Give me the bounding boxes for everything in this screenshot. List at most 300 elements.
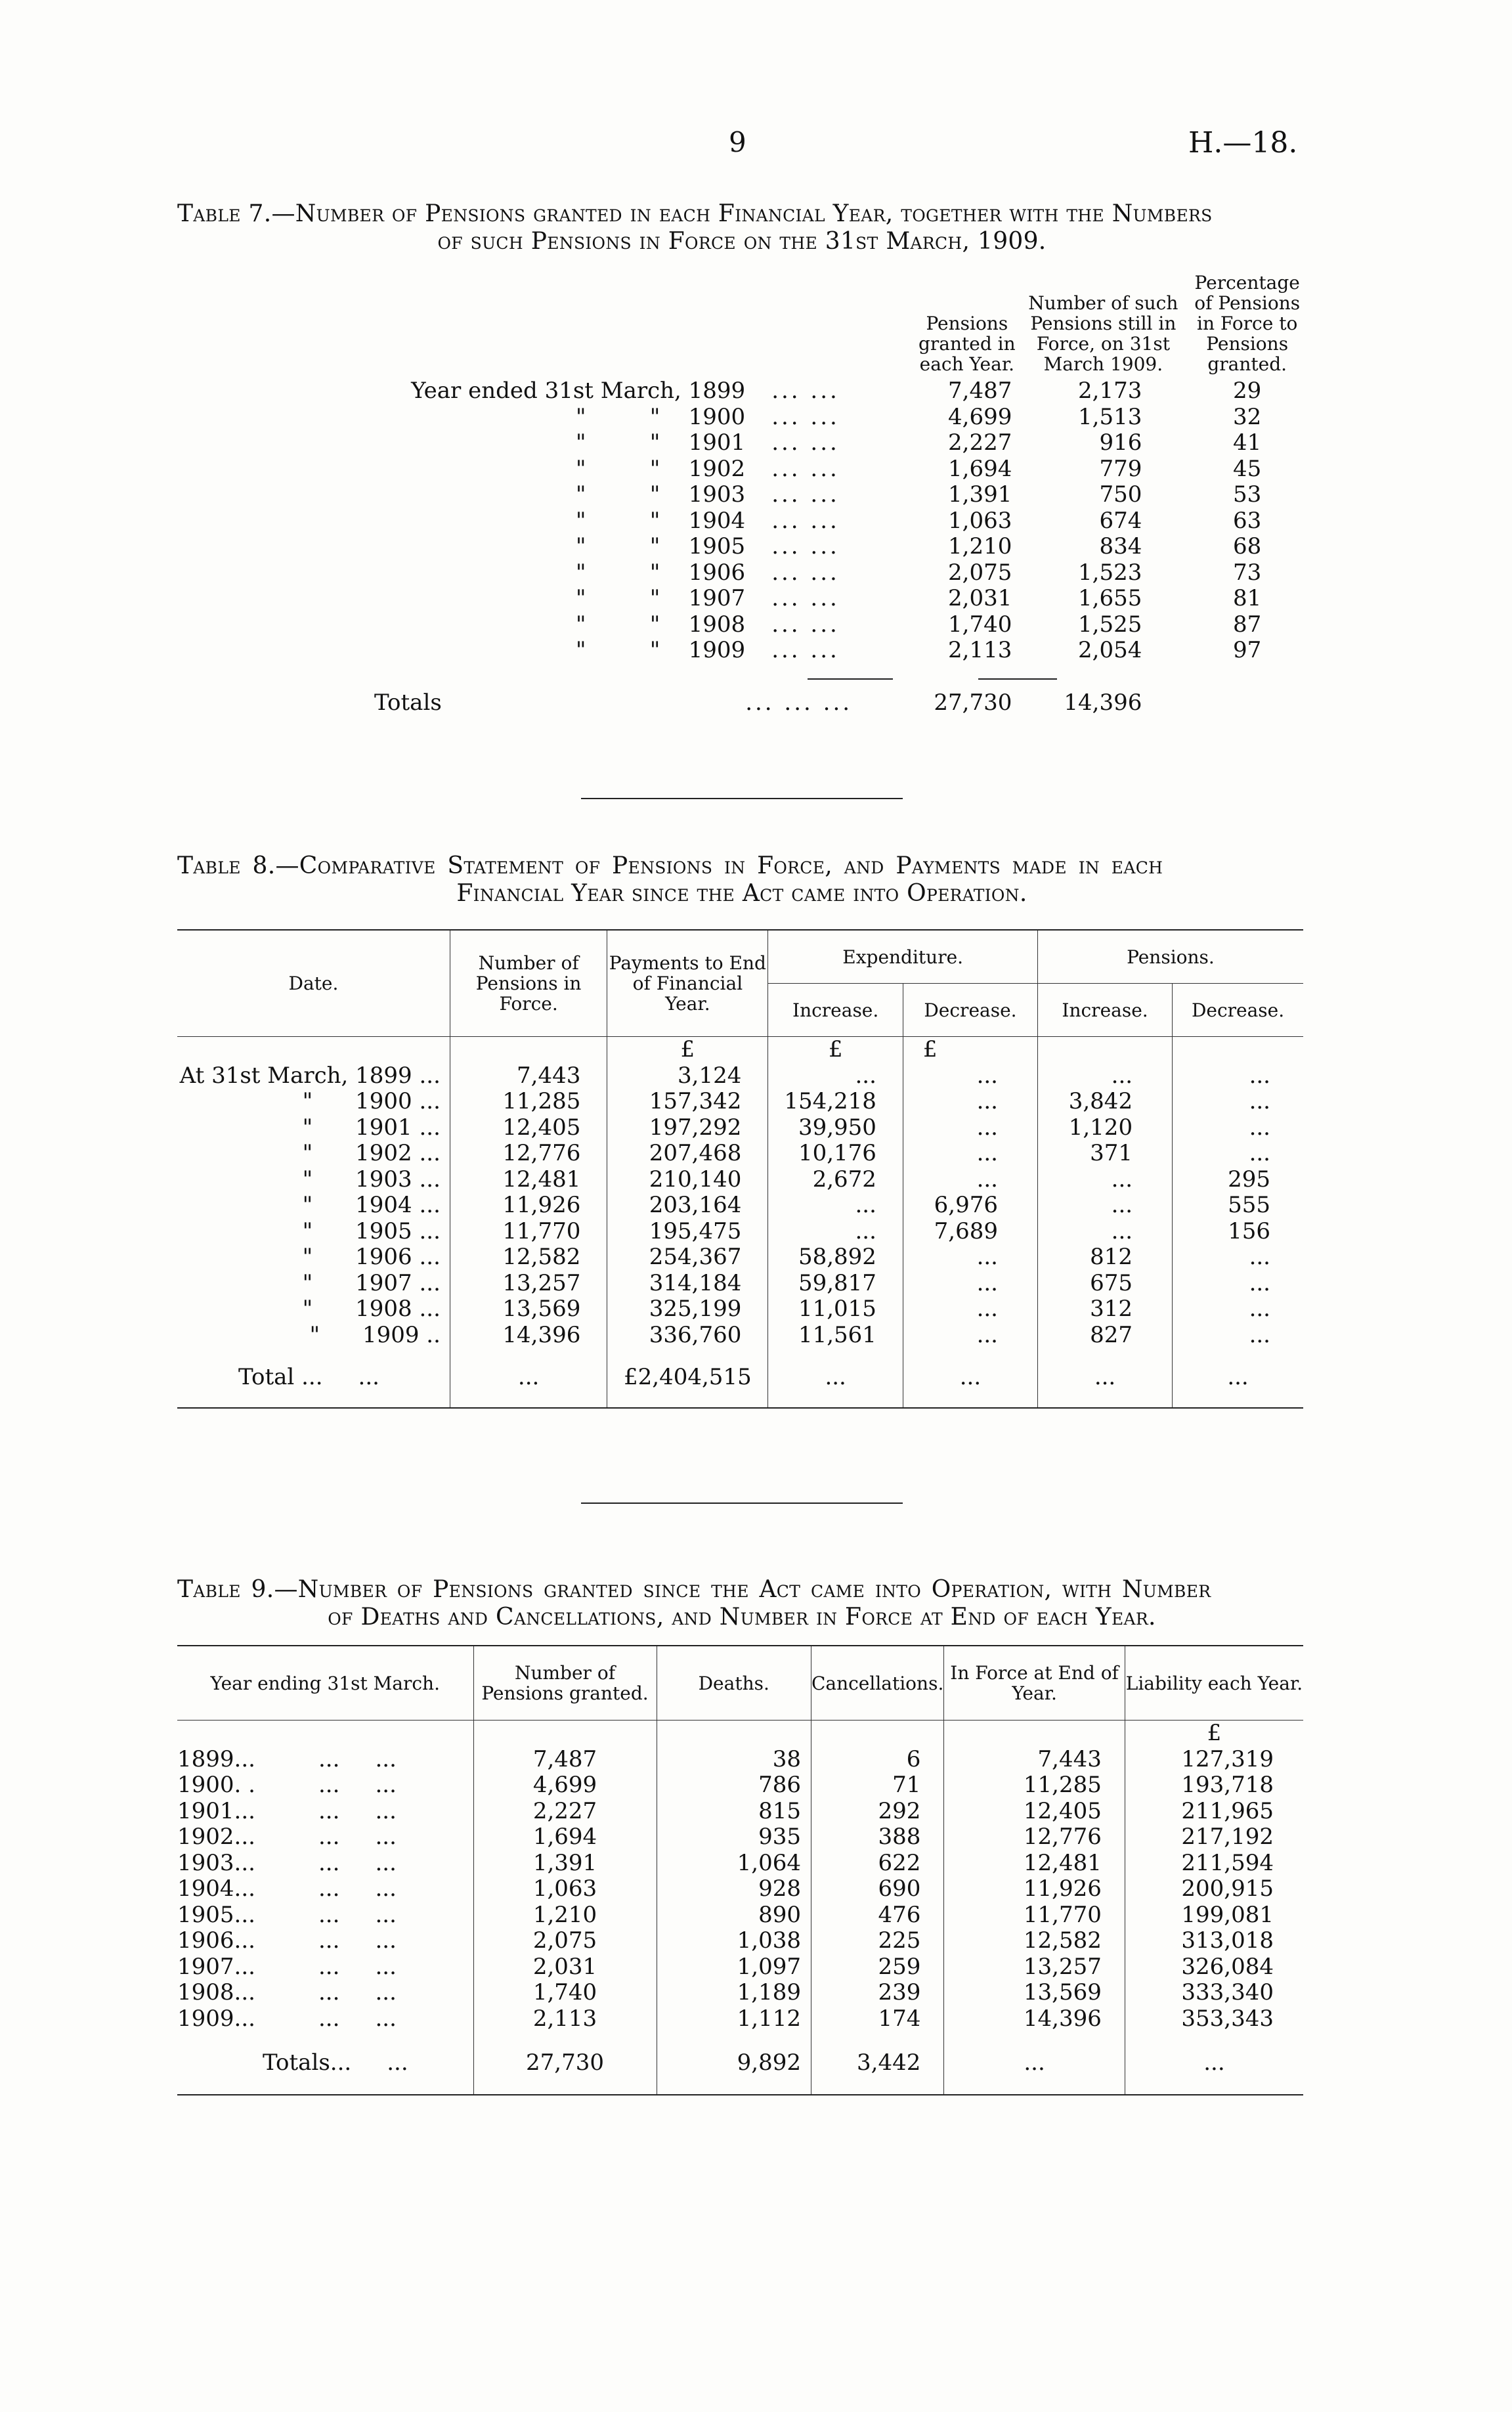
table8-caption <box>177 852 1307 908</box>
table9-granted: 4,699 <box>473 1772 657 1799</box>
table8-payments: 157,342 <box>607 1089 768 1115</box>
table9-year-cell <box>177 1928 473 1954</box>
table8-row <box>177 1296 1303 1323</box>
table9-deaths: 890 <box>657 1902 811 1929</box>
table9-granted: 2,031 <box>473 1954 657 1981</box>
table9 <box>177 1645 1303 2095</box>
table9-year: 1906... <box>177 1927 255 1954</box>
table8-pensions-decrease: ... <box>1249 1296 1270 1322</box>
table9-totals-cancellations: 3,442 <box>811 2032 943 2095</box>
table8-number-in-force: 11,285 <box>450 1089 607 1115</box>
table9-liability: 199,081 <box>1181 1901 1274 1928</box>
table9-liability: 211,965 <box>1181 1797 1274 1824</box>
table9-cancellations: 239 <box>811 1980 943 2006</box>
table8-date: " 1906 ... <box>177 1244 450 1271</box>
table9-row <box>177 1747 1303 1773</box>
table9-in-force: 12,776 <box>944 1824 1125 1851</box>
table9-totals-granted: 27,730 <box>473 2032 657 2095</box>
table8-pensions-decrease: ... <box>1249 1088 1270 1114</box>
table9-liability: 333,340 <box>1181 1979 1274 2006</box>
table8-number-in-force: 12,405 <box>450 1115 607 1141</box>
table9-year-cell <box>177 1772 473 1799</box>
table7-granted-value: 1,694 <box>948 455 1012 482</box>
table8-total-row <box>177 1348 1303 1408</box>
table8-date: " 1908 ... <box>177 1296 450 1323</box>
table7-leader-dots: ... ... <box>771 481 840 508</box>
table7-header-row <box>177 273 1307 378</box>
table8-pensions-increase: 827 <box>1038 1323 1173 1349</box>
table8-payments: 254,367 <box>607 1244 768 1271</box>
table7-caption-line2: of such Pensions in Force on the 31st March, 1909. <box>437 228 1047 255</box>
table7-granted-value: 7,487 <box>948 378 1012 404</box>
table9-year: 1904... <box>177 1875 255 1902</box>
table9-year-cell <box>177 1902 473 1929</box>
table7-granted-value: 2,031 <box>948 585 1012 611</box>
table7-totals-dots: ... ... ... <box>745 690 853 716</box>
table7-granted-value: 2,227 <box>948 429 1012 456</box>
table9-in-force: 11,926 <box>944 1876 1125 1902</box>
table9-totals-deaths: 9,892 <box>657 2032 811 2095</box>
table8-pensions-decrease: ... <box>1249 1140 1270 1166</box>
table7-row <box>177 405 1307 431</box>
table7-leader-dots: ... ... <box>771 637 840 663</box>
table7-in-force-value: 750 <box>1099 481 1142 508</box>
document-reference: H.—18. <box>1188 126 1298 160</box>
table7-year-label: " " 1901 <box>575 429 746 456</box>
table7-in-force-value: 834 <box>1099 533 1142 559</box>
table9-cancellations: 225 <box>811 1928 943 1954</box>
table8-date: " 1902 ... <box>177 1141 450 1167</box>
table8-expenditure-increase: 58,892 <box>768 1244 903 1271</box>
table7-percentage-value: 87 <box>1233 611 1262 638</box>
table9-cancellations: 690 <box>811 1876 943 1902</box>
table8-header-date: Date. <box>177 930 450 1037</box>
table9-cancellations: 476 <box>811 1902 943 1929</box>
table9-year-cell <box>177 1980 473 2006</box>
table8-pensions-increase: 312 <box>1038 1296 1173 1323</box>
table9-cancellations: 622 <box>811 1851 943 1877</box>
table9-row <box>177 1954 1303 1981</box>
table7-totals-label: Totals <box>374 690 442 716</box>
table8-date: " 1904 ... <box>177 1193 450 1219</box>
table9-in-force: 14,396 <box>944 2006 1125 2032</box>
table9-leader-dots: ... ... <box>318 1772 397 1798</box>
table7-year-label: Year ended 31st March, 1899 <box>411 378 746 404</box>
table7-in-force-value: 779 <box>1099 455 1142 482</box>
table7-leader-dots: ... ... <box>771 507 840 534</box>
page-number: 9 <box>729 126 746 158</box>
table9-deaths: 1,189 <box>657 1980 811 2006</box>
table9-row <box>177 1902 1303 1929</box>
table8-payments: 210,140 <box>607 1167 768 1193</box>
table8-number-in-force: 13,569 <box>450 1296 607 1323</box>
table9-year: 1908... <box>177 1979 255 2006</box>
table7-row <box>177 612 1307 638</box>
table8-expenditure-increase: 11,015 <box>768 1296 903 1323</box>
table8-pensions-increase-total: ... <box>1038 1348 1173 1408</box>
table9-leader-dots: ... ... <box>318 1927 397 1954</box>
table7-leader-dots: ... ... <box>771 559 840 586</box>
table8-date: At 31st March, 1899 ... <box>177 1063 450 1089</box>
table8-units-row <box>177 1037 1303 1063</box>
table8-unit-increase: £ <box>768 1037 903 1063</box>
table8-pensions-decrease: ... <box>1249 1269 1270 1296</box>
section-divider-2 <box>581 1502 903 1504</box>
table9-leader-dots: ... ... <box>318 1849 397 1876</box>
table9-leader-dots: ... ... <box>318 1797 397 1824</box>
table7 <box>177 273 1307 716</box>
table9-cancellations: 388 <box>811 1824 943 1851</box>
table7-header-granted: Pensions granted in each Year. <box>918 313 1016 375</box>
table9-units-row <box>177 1721 1303 1747</box>
table7-granted-value: 2,113 <box>948 637 1012 663</box>
table7-row <box>177 560 1307 586</box>
table8-pensions-increase: ... <box>1038 1219 1173 1245</box>
table8-expenditure-increase: 154,218 <box>768 1089 903 1115</box>
table8-row <box>177 1219 1303 1245</box>
table8-number-in-force: 7,443 <box>450 1063 607 1089</box>
table7-year-label: " " 1900 <box>575 403 746 430</box>
table8-expenditure-increase: 39,950 <box>768 1115 903 1141</box>
table9-in-force: 7,443 <box>944 1747 1125 1773</box>
table9-row <box>177 1928 1303 1954</box>
table7-totals-row <box>177 664 1307 716</box>
table7-header-in-force: Number of such Pensions still in Force, on 31st March 1909. <box>1028 292 1178 375</box>
table8-number-in-force: 13,257 <box>450 1271 607 1297</box>
table8-pensions-increase: 812 <box>1038 1244 1173 1271</box>
table9-caption-line2: of Deaths and Cancellations, and Number in Force at End of each Year. <box>328 1604 1156 1631</box>
table9-deaths: 1,064 <box>657 1851 811 1877</box>
table9-year-cell <box>177 1824 473 1851</box>
table9-year: 1905... <box>177 1901 255 1928</box>
table9-cancellations: 292 <box>811 1799 943 1825</box>
table9-in-force: 11,285 <box>944 1772 1125 1799</box>
table8-row <box>177 1141 1303 1167</box>
table8-expenditure-decrease: ... <box>903 1167 1037 1193</box>
table9-year: 1909... <box>177 2005 255 2032</box>
table7-in-force-value: 2,054 <box>1078 637 1142 663</box>
table8-date: " 1900 ... <box>177 1089 450 1115</box>
table9-unit-liability: £ <box>1207 1720 1222 1746</box>
table8-payments: 3,124 <box>607 1063 768 1089</box>
table8-header-pen-increase: Increase. <box>1038 984 1173 1037</box>
table7-caption <box>177 200 1307 255</box>
table9-row <box>177 1851 1303 1877</box>
table7-row <box>177 482 1307 508</box>
table8-pensions-increase: ... <box>1038 1063 1173 1089</box>
table8-pensions-decrease: 295 <box>1228 1166 1270 1193</box>
table9-leader-dots: ... ... <box>318 1979 397 2006</box>
table8-expenditure-increase: 2,672 <box>768 1167 903 1193</box>
table8-date-total: Total ... ... <box>177 1348 450 1408</box>
table8-expenditure-increase: ... <box>768 1219 903 1245</box>
table8-header-row-1 <box>177 930 1303 984</box>
table8-row <box>177 1089 1303 1115</box>
table8-header-exp-increase: Increase. <box>768 984 903 1037</box>
table8-number-in-force: 12,582 <box>450 1244 607 1271</box>
table8-expenditure-decrease: ... <box>903 1063 1037 1089</box>
table8-date: " 1903 ... <box>177 1167 450 1193</box>
table8 <box>177 929 1303 1409</box>
table9-deaths: 38 <box>657 1747 811 1773</box>
table7-leader-dots: ... ... <box>771 533 840 559</box>
table7-in-force-value: 674 <box>1099 507 1142 534</box>
table9-header-in-force: In Force at End of Year. <box>944 1646 1125 1721</box>
table7-header-percentage: Percentage of Pensions in Force to Pensions granted. <box>1194 272 1301 375</box>
table9-cancellations: 71 <box>811 1772 943 1799</box>
table7-year-label: " " 1908 <box>575 611 746 638</box>
table9-liability: 127,319 <box>1181 1745 1274 1772</box>
table7-granted-value: 1,210 <box>948 533 1012 559</box>
table8-pensions-decrease: ... <box>1249 1114 1270 1141</box>
table8-number-in-force: 14,396 <box>450 1323 607 1349</box>
table8-pensions-decrease: 156 <box>1228 1217 1270 1244</box>
table8-row <box>177 1063 1303 1089</box>
table9-header-deaths: Deaths. <box>657 1646 811 1721</box>
table8-expenditure-decrease: ... <box>903 1271 1037 1297</box>
table8-expenditure-decrease: ... <box>903 1244 1037 1271</box>
table8-date: " 1905 ... <box>177 1219 450 1245</box>
table7-granted-value: 1,391 <box>948 481 1012 508</box>
table8-expenditure-decrease: ... <box>903 1141 1037 1167</box>
table7-in-force-value: 1,655 <box>1078 585 1142 611</box>
table9-deaths: 786 <box>657 1772 811 1799</box>
table9-year: 1900. . <box>177 1772 255 1798</box>
table8-number-in-force: 11,770 <box>450 1219 607 1245</box>
table7-year-label: " " 1903 <box>575 481 746 508</box>
table9-leader-dots: ... ... <box>318 1875 397 1902</box>
table8-expenditure-decrease: ... <box>903 1115 1037 1141</box>
table9-year: 1907... <box>177 1953 255 1980</box>
table8-pensions-increase: 3,842 <box>1038 1089 1173 1115</box>
table7-caption-line1: Table 7.—Number of Pensions granted in each Financial Year, together with the Numbers <box>177 200 1213 227</box>
table7-year-label: " " 1906 <box>575 559 746 586</box>
table9-caption-line1: Table 9.—Number of Pensions granted since the Act came into Operation, with Number <box>177 1576 1211 1603</box>
table8-number-in-force-total: ... <box>450 1348 607 1408</box>
table8-caption-line2: Financial Year since the Act came into Operation. <box>456 880 1027 907</box>
table8-payments: 195,475 <box>607 1219 768 1245</box>
table7-granted-value: 1,063 <box>948 507 1012 534</box>
table8-header-expenditure: Expenditure. <box>768 930 1038 984</box>
table7-year-label: " " 1902 <box>575 455 746 482</box>
table9-cancellations: 174 <box>811 2006 943 2032</box>
table7-totals-granted: 27,730 <box>934 690 1012 716</box>
table9-granted: 1,210 <box>473 1902 657 1929</box>
table8-pensions-decrease: ... <box>1249 1244 1270 1270</box>
table9-header-liability: Liability each Year. <box>1125 1646 1303 1721</box>
table7-in-force-value: 1,525 <box>1078 611 1142 638</box>
table7-year-label: " " 1904 <box>575 507 746 534</box>
table7-year-label: " " 1909 <box>575 637 746 663</box>
table9-leader-dots: ... ... <box>318 1824 397 1850</box>
table9-row <box>177 2006 1303 2032</box>
table8-payments: 203,164 <box>607 1193 768 1219</box>
table9-year-cell <box>177 1876 473 1902</box>
table9-granted: 7,487 <box>473 1747 657 1773</box>
table7-percentage-value: 81 <box>1233 585 1262 611</box>
table8-number-in-force: 12,776 <box>450 1141 607 1167</box>
table9-deaths: 1,112 <box>657 2006 811 2032</box>
table9-caption <box>177 1576 1307 1631</box>
table9-totals-row <box>177 2032 1303 2095</box>
section-divider <box>581 798 903 799</box>
table7-year-label: " " 1905 <box>575 533 746 559</box>
table7-in-force-value: 2,173 <box>1078 378 1142 404</box>
table9-liability: 326,084 <box>1181 1953 1274 1980</box>
table7-totals-in-force: 14,396 <box>1064 690 1142 716</box>
table7-row <box>177 508 1307 535</box>
table8-header-pensions: Pensions. <box>1038 930 1304 984</box>
table9-year: 1899... <box>177 1745 255 1772</box>
table8-pensions-decrease: ... <box>1249 1062 1270 1089</box>
table7-leader-dots: ... ... <box>771 378 840 404</box>
table8-pensions-increase: 675 <box>1038 1271 1173 1297</box>
table8-payments: 207,468 <box>607 1141 768 1167</box>
table9-year-cell <box>177 1954 473 1981</box>
table8-header-exp-decrease: Decrease. <box>903 984 1037 1037</box>
table7-percentage-value: 45 <box>1233 455 1262 482</box>
table7-granted-value: 1,740 <box>948 611 1012 638</box>
table7-leader-dots: ... ... <box>771 611 840 638</box>
table8-row <box>177 1167 1303 1193</box>
table7-leader-dots: ... ... <box>771 403 840 430</box>
table7-row <box>177 534 1307 560</box>
table8-caption-line1: Table 8.—Comparative Statement of Pensions in Force, and Payments made in each <box>177 852 1163 879</box>
table9-deaths: 928 <box>657 1876 811 1902</box>
table9-year: 1901... <box>177 1797 255 1824</box>
table9-liability: 211,594 <box>1181 1849 1274 1876</box>
table8-expenditure-decrease: ... <box>903 1323 1037 1349</box>
table9-in-force: 13,257 <box>944 1954 1125 1981</box>
table9-year-cell <box>177 1851 473 1877</box>
table7-leader-dots: ... ... <box>771 429 840 456</box>
table9-row <box>177 1876 1303 1902</box>
table8-pensions-decrease-total: ... <box>1227 1364 1249 1391</box>
table7-percentage-value: 41 <box>1233 429 1262 456</box>
table7-granted-value: 2,075 <box>948 559 1012 586</box>
table9-granted: 2,113 <box>473 2006 657 2032</box>
table9-totals-liability: ... <box>1203 2049 1225 2076</box>
table8-number-in-force: 11,926 <box>450 1193 607 1219</box>
table8-payments-total: £2,404,515 <box>607 1348 768 1408</box>
table8-expenditure-increase: 59,817 <box>768 1271 903 1297</box>
table9-year-cell <box>177 1799 473 1825</box>
table8-expenditure-decrease-total: ... <box>903 1348 1037 1408</box>
table9-cancellations: 259 <box>811 1954 943 1981</box>
table9-in-force: 12,481 <box>944 1851 1125 1877</box>
table9-year-cell <box>177 1747 473 1773</box>
table8-pensions-decrease: 555 <box>1228 1192 1270 1218</box>
table8-unit-payments: £ <box>607 1037 768 1063</box>
table7-percentage-value: 73 <box>1233 559 1262 586</box>
table8-pensions-increase: 371 <box>1038 1141 1173 1167</box>
table8-date: " 1909 .. <box>177 1323 450 1349</box>
table8-pensions-increase: 1,120 <box>1038 1115 1173 1141</box>
table9-row <box>177 1772 1303 1799</box>
table8-number-in-force: 12,481 <box>450 1167 607 1193</box>
table8-date: " 1901 ... <box>177 1115 450 1141</box>
table7-percentage-value: 97 <box>1233 637 1262 663</box>
table7-granted-total-rule <box>808 678 893 680</box>
table9-in-force: 12,582 <box>944 1928 1125 1954</box>
table9-deaths: 1,097 <box>657 1954 811 1981</box>
table8-payments: 336,760 <box>607 1323 768 1349</box>
table8-date: " 1907 ... <box>177 1271 450 1297</box>
table9-totals-in-force: ... <box>944 2032 1125 2095</box>
table7-row <box>177 430 1307 456</box>
table9-liability: 200,915 <box>1181 1875 1274 1902</box>
table7-percentage-value: 32 <box>1233 403 1262 430</box>
table8-row <box>177 1271 1303 1297</box>
table8-payments: 197,292 <box>607 1115 768 1141</box>
table7-in-force-value: 1,523 <box>1078 559 1142 586</box>
table8-expenditure-decrease: 7,689 <box>903 1219 1037 1245</box>
table9-row <box>177 1799 1303 1825</box>
table8-expenditure-increase: 10,176 <box>768 1141 903 1167</box>
table9-year-cell <box>177 2006 473 2032</box>
table8-expenditure-increase: 11,561 <box>768 1323 903 1349</box>
table7-percentage-value: 68 <box>1233 533 1262 559</box>
table8-expenditure-increase-total: ... <box>768 1348 903 1408</box>
table9-liability: 313,018 <box>1181 1927 1274 1954</box>
table9-deaths: 815 <box>657 1799 811 1825</box>
table9-liability: 193,718 <box>1181 1772 1274 1798</box>
table9-granted: 1,694 <box>473 1824 657 1851</box>
table9-totals-label: Totals... ... <box>177 2032 473 2095</box>
table9-granted: 1,391 <box>473 1851 657 1877</box>
table8-header-number: Number of Pensions in Force. <box>450 930 607 1037</box>
table7-row <box>177 378 1307 405</box>
table7-in-force-value: 1,513 <box>1078 403 1142 430</box>
table7-leader-dots: ... ... <box>771 455 840 482</box>
table8-row <box>177 1244 1303 1271</box>
table8-row <box>177 1115 1303 1141</box>
table8-header-payments: Payments to End of Financial Year. <box>607 930 768 1037</box>
table9-leader-dots: ... ... <box>318 1901 397 1928</box>
table8-row <box>177 1323 1303 1349</box>
table8-expenditure-decrease: ... <box>903 1089 1037 1115</box>
table7-granted-value: 4,699 <box>948 403 1012 430</box>
table7-inforce-total-rule <box>978 678 1057 680</box>
table7-year-label: " " 1907 <box>575 585 746 611</box>
table9-leader-dots: ... ... <box>318 2005 397 2032</box>
table9-in-force: 13,569 <box>944 1980 1125 2006</box>
table9-header-row <box>177 1646 1303 1721</box>
table9-row <box>177 1980 1303 2006</box>
table9-deaths: 1,038 <box>657 1928 811 1954</box>
table8-expenditure-increase: ... <box>768 1063 903 1089</box>
table9-deaths: 935 <box>657 1824 811 1851</box>
table8-pensions-increase: ... <box>1038 1193 1173 1219</box>
table8-row <box>177 1193 1303 1219</box>
table9-liability: 217,192 <box>1181 1824 1274 1850</box>
table9-cancellations: 6 <box>811 1747 943 1773</box>
table7-leader-dots: ... ... <box>771 585 840 611</box>
table9-in-force: 11,770 <box>944 1902 1125 1929</box>
table9-year: 1903... <box>177 1849 255 1876</box>
table9-granted: 2,227 <box>473 1799 657 1825</box>
table9-year: 1902... <box>177 1824 255 1850</box>
table7-in-force-value: 916 <box>1099 429 1142 456</box>
table8-expenditure-increase: ... <box>768 1193 903 1219</box>
table8-pensions-increase: ... <box>1038 1167 1173 1193</box>
table8-payments: 314,184 <box>607 1271 768 1297</box>
table8-unit-decrease: £ <box>903 1037 1037 1063</box>
table9-header-year: Year ending 31st March. <box>177 1646 473 1721</box>
table9-in-force: 12,405 <box>944 1799 1125 1825</box>
table7-row <box>177 638 1307 664</box>
table9-header-granted: Number of Pensions granted. <box>473 1646 657 1721</box>
